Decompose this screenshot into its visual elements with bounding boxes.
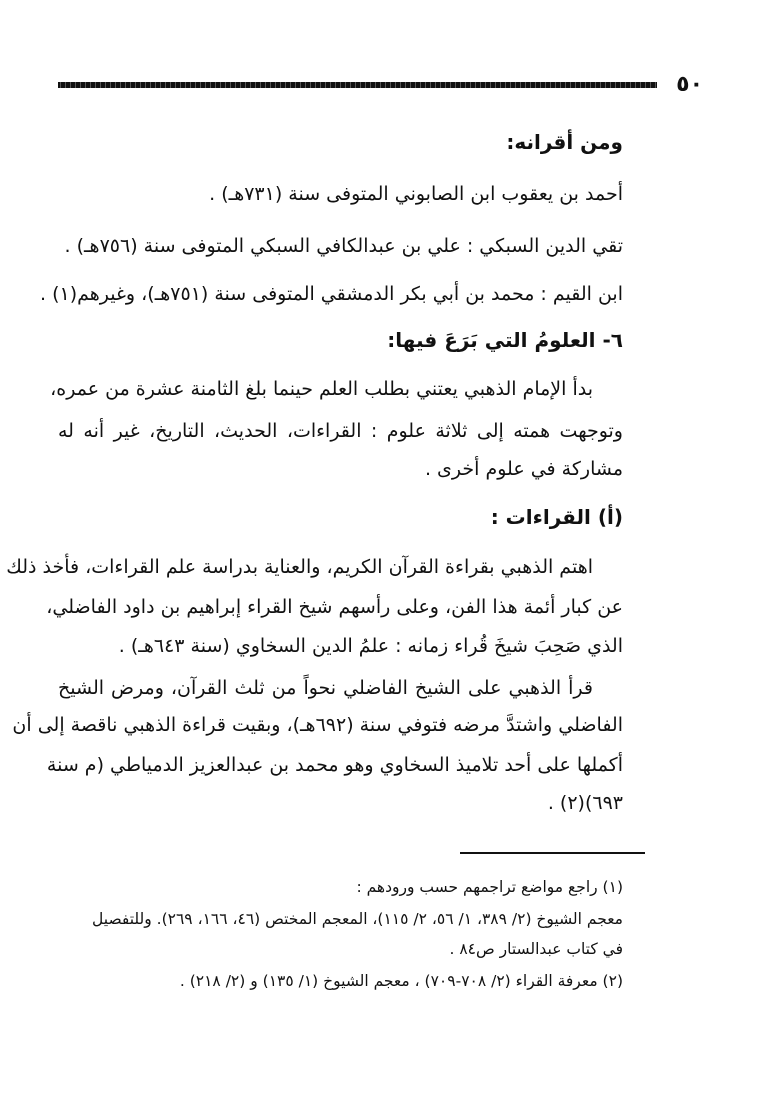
peer-item-3: ابن القيم : محمد بن أبي بكر الدمشقي المتوفى سنة (٧٥١هـ)، وغيرهم(١) . <box>39 283 623 305</box>
peer-item-2: تقي الدين السبكي : علي بن عبدالكافي السبكي المتوفى سنة (٧٥٦هـ) . <box>64 235 623 257</box>
footnote-line-3: في كتاب عبدالستار ص٨٤ . <box>449 940 623 958</box>
footnote-line-1: (١) راجع مواضع تراجمهم حسب ورودهم : <box>356 878 623 896</box>
sciences-paragraph-line-2: وتوجهت همته إلى ثلاثة علوم : القراءات، الحديث، التاريخ، غير أنه له <box>58 420 623 442</box>
footnote-line-2: معجم الشيوخ (٢/ ٣٨٩، ١/ ٥٦، ٢/ ١١٥)، المعجم المختص (٤٦، ١٦٦، ٢٦٩). وللتفصيل <box>92 910 623 928</box>
qiraat-p2-line-4: ٦٩٣)(٢) . <box>547 792 623 814</box>
peer-item-1: أحمد بن يعقوب ابن الصابوني المتوفى سنة (٧٣١هـ) . <box>209 183 623 205</box>
sciences-paragraph-line-3: مشاركة في علوم أخرى . <box>424 458 623 480</box>
page-number: ٥٠ <box>676 72 703 97</box>
qiraat-p1-line-2: عن كبار أئمة هذا الفن، وعلى رأسهم شيخ القراء إبراهيم بن داود الفاضلي، <box>46 596 623 618</box>
qiraat-p2-line-2: الفاضلي واشتدَّ مرضه فتوفي سنة (٦٩٢هـ)، وبقيت قراءة الذهبي ناقصة إلى أن <box>12 714 623 736</box>
qiraat-p1-line-1: اهتم الذهبي بقراءة القرآن الكريم، والعناية بدراسة علم القراءات، فأخذ ذلك <box>6 556 593 578</box>
page-header <box>58 74 703 96</box>
peers-heading: ومن أقرانه: <box>506 130 623 154</box>
header-rule <box>58 82 657 88</box>
footnote-separator <box>460 852 645 854</box>
qiraat-p2-line-3: أكملها على أحد تلاميذ السخاوي وهو محمد بن عبدالعزيز الدمياطي (م سنة <box>46 754 623 776</box>
sciences-heading: ٦- العلومُ التي بَرَعَ فيها: <box>387 328 623 352</box>
footnote-line-4: (٢) معرفة القراء (٢/ ٧٠٨-٧٠٩) ، معجم الشيوخ (١/ ١٣٥) و (٢/ ٢١٨) . <box>179 972 623 990</box>
qiraat-heading: (أ) القراءات : <box>490 505 623 529</box>
sciences-paragraph-line-1: بدأ الإمام الذهبي يعتني بطلب العلم حينما بلغ الثامنة عشرة من عمره، <box>50 378 593 400</box>
qiraat-p1-line-3: الذي صَحِبَ شيخَ قُراء زمانه : علمُ الدين السخاوي (سنة ٦٤٣هـ) . <box>118 635 623 657</box>
qiraat-p2-line-1: قرأ الذهبي على الشيخ الفاضلي نحواً من ثلث القرآن، ومرض الشيخ <box>58 677 593 699</box>
